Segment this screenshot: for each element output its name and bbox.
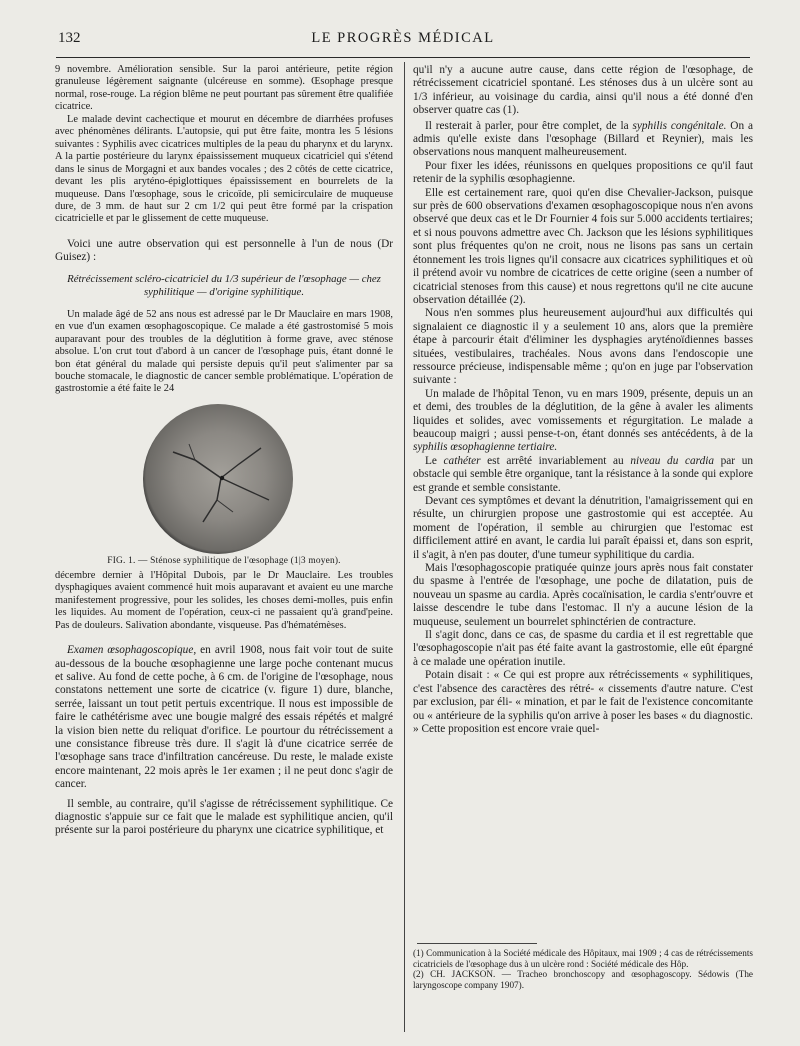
paragraph-text: en avril 1908, nous fait voir tout de suite au-dessous de la bouche œsophagienne une large poche contenant mucus et salive. Au fond de cette poche, à 6 cm. de l'origine de l'œsophage, nous constatons nettement une sorte de cicatrice (v. figure 1) dure, blanche, serrée, laissant un tout petit pertuis excentrique. Il nous est impossible de faire le cathétérisme avec une bougie malgré des essais répétés et malgré la vision bien nette du reliquat d'orifice. Le pourtour du rétrécissement a une consistance fibreuse très dure. Il s'agit là d'une cicatrice serrée de l'œsophage sans trace d'infiltration cancéreuse. Du reste, le malade existe encore maintenant, 22 mois après le 1er examen ; il ne peut donc s'agir de cancer. [55,644,393,791]
section-title: Rétrécissement scléro-cicatriciel du 1/3 supérieur de l'œsophage — chez syphilitique — d'origine syphilitique. [67,272,381,298]
paragraph: Un malade âgé de 52 ans nous est adressé par le Dr Mauclaire en mars 1908, en vue d'un examen œsophagoscopique. Ce malade a été gastrostomisé 5 mois auparavant pour des troubles de la déglutition à forme grave, avec sténose absolue. L'on crut tout d'abord à un cancer de l'œsophage puis, étant donné le bon état général du malade qui persiste depuis qu'il peut s'alimenter par sa bouche stomacale, le diagnostic de cancer semble problématique. L'opération de gastrostomie a été faite le 24 [55,308,393,395]
figure-1 [55,402,393,570]
paragraph: Pour fixer les idées, réunissons en quelques propositions ce qu'il faut retenir de la syphilis œsophagienne. [413,159,753,186]
left-column [55,64,393,1034]
paragraph-text: Un malade de l'hôpital Tenon, vu en mars 1909, présente, depuis un an et demi, des troubles de la déglutition, de la gêne à avaler les aliments liquides et solides, avec vomissements et régurgitation. Le malade a beaucoup maigri ; aussi pense-t-on, étant donnés ses antécédents, à de la [413,387,753,440]
footnote-2: (2) CH. JACKSON. — Tracheo bronchoscopy and œsophagoscopy. Sédowis (The laryngoscope company 1907). [413,969,753,990]
italic-term: cathéter [443,454,481,467]
footnote-rule [417,943,537,944]
italic-term: syphilis congénitale. [632,119,727,132]
paragraph: Potain disait : « Ce qui est propre aux rétrécissements « syphilitiques, c'est l'absence des caractères des rétré- « cissements d'autre nature. C'est par exclusion, par éli- « mination, et par le fait de l'existence concomitante ou « antérieure de la syphilis qu'on arrive à poser les bases « du diagnostic. » Cette proposition est encore vraie quel- [413,669,753,735]
paragraph: Devant ces symptômes et devant la dénutrition, l'amaigrissement qui en résulte, un chirurgien propose une gastrostomie qui est acceptée. Au moment de l'opération, il semble au chirurgien que l'estomac est difficilement attiré en avant, le cardia lui paraît épaissi et, dans son esprit, il s'agit, à n'en pas douter, d'une tumeur syphilitique du cardia. [413,495,753,561]
right-column [413,64,753,1029]
paragraph: qu'il n'y a aucune autre cause, dans cette région de l'œsophage, de rétrécissement cicatriciel spontané. Les sténoses dus à un ulcère sont au 1/3 inférieur, au voisinage du cardia, ainsi qu'il nous a été donné d'en observer quatre cas (1). [413,64,753,117]
paragraph-text: On a admis qu'elle existe dans l'œsophage (Billard et Reynier), mais les observations nous manquent malheureusement. [413,119,753,159]
paragraph: Voici une autre observation qui est personnelle à l'un de nous (Dr Guisez) : [55,237,393,264]
italic-term: niveau du cardia [630,454,715,467]
paragraph: Mais l'œsophagoscopie pratiquée quinze jours après nous fait constater du spasme à l'entrée de l'œsophage, une poche de dilatation, puis de nouveau un spasme au cardia. Après cocaïnisation, le cardia s'entr'ouvre et laisse descendre le tube dans l'estomac. Il n'y a aucune lésion de la muqueuse, seulement un bourrelet sphinctérien de contracture. [413,562,753,628]
column-divider [404,62,405,1032]
page-header [58,30,748,50]
paragraph: Le malade devint cachectique et mourut en décembre de diarrhées profuses avec phénomènes délirants. L'autopsie, qui put être faite, montra les 5 lésions suivantes : Syphilis avec cicatrices multiples de la peau du pharynx et du larynx. A la partie postérieure du larynx épaississement muqueux cicatriciel qui s'étend dans le sinus de Morgagni et aux bandes vocales ; des 2 côtés de cette cicatrice, devant les plis aryténo-épiglottiques épaississement en bourrelets de la muqueuse. Dans l'œsophage, sous le cricoïde, pli semicirculaire de muqueuse dure, de 3 mm. de haut sur 2 cm 1/2 qui peut être formé par la crispation cicatricielle et par le glissement de cette muqueuse. [55,113,393,225]
paragraph [413,388,753,455]
paragraph [413,120,753,160]
paragraph: Il semble, au contraire, qu'il s'agisse de rétrécissement syphilitique. Ce diagnostic s'appuie sur ce fait que le malade est syphilitique ancien, qu'il présente sur la paroi postérieure du pharynx une cicatrice syphilitique, et [55,797,393,837]
stenosis-illustration [143,404,293,554]
footnotes [413,948,753,990]
figure-caption: FIG. 1. — Sténose syphilitique de l'œsophage (1|3 moyen). [107,555,341,566]
cicatrice-lines [143,404,293,554]
page-number: 132 [58,30,81,46]
header-rule [56,57,750,58]
paragraph [413,455,753,495]
paragraph: 9 novembre. Amélioration sensible. Sur la paroi antérieure, petite région granuleuse légèrement saignante (ulcéreuse en somme). Œsophage presque normal, rose-rouge. La région blême ne peut pourtant pas sûrement être qualifiée cicatrice. [55,64,393,113]
paragraph [55,644,393,791]
paragraph: Elle est certainement rare, quoi qu'en dise Chevalier-Jackson, puisque sur près de 600 observations d'examen œsophagoscopique nous n'en avons observé que deux cas et le Dr Fournier 4 fois sur 5.000 accidents tertiaires; et si nous pouvons admettre avec Ch. Jackson que les lésions syphilitiques sont plus fréquentes qu'on ne croit, nous ne lisons pas sans un certain étonnement les trois lignes qu'il consacre aux cicatrices syphilitiques et où il prétend avoir vu nombre de cicatrices de cette origine (seen a number of cicatricial stenoses from this cause) et nous regrettons qu'il ne cite aucune observation détaillée (2). [413,186,753,306]
paragraph-text: Le [425,454,444,467]
paragraph-text: est arrêté invariablement au [480,454,631,467]
footnote-1: (1) Communication à la Société médicale des Hôpitaux, mai 1909 ; 4 cas de rétrécissements cicatriciels de l'œsophage dus à un ulcère rond : Société médicale des Hôp. [413,948,753,969]
paragraph: décembre dernier à l'Hôpital Dubois, par le Dr Mauclaire. Les troubles dysphagiques avaient commencé huit mois auparavant et avaient eu une marche manifestement progressive, pour les solides, les choses demi-molles, puis enfin les liquides. Au moment de l'opération, ceux-ci ne passaient qu'à grand'peine. Pas de douleurs. Salivation abondante, visqueuse. Pas d'hématémèses. [55,569,393,631]
italic-lead: Examen œsophagoscopique, [67,644,197,657]
paragraph: Il s'agit donc, dans ce cas, de spasme du cardia et il est regrettable que l'œsophagoscopie n'ait pas été faite avant la gastrostomie, elle eût épargné à ce malade une opération inutile. [413,629,753,668]
italic-term: syphilis œsophagienne tertiaire. [413,441,558,454]
paragraph-text: Il resterait à parler, pour être complet, de la [425,119,633,132]
paragraph: Nous n'en sommes plus heureusement aujourd'hui aux difficultés qui signalaient ce diagnostic il y a seulement 10 ans, alors que la première étape à parcourir était d'éliminer les dysphagies aryténoïdiennes basses situées, vestibulaires, trachéales. Nous avons dans l'endoscopie une ressource précieuse, indispensable même ; qu'on en juge par l'observation suivante : [413,307,753,387]
journal-title: LE PROGRÈS MÉDICAL [311,30,495,46]
paragraph-text: par un obstacle qui semble être organique, tant la résistance à la sonde qui explore est grande et semble consistante. [413,454,753,494]
